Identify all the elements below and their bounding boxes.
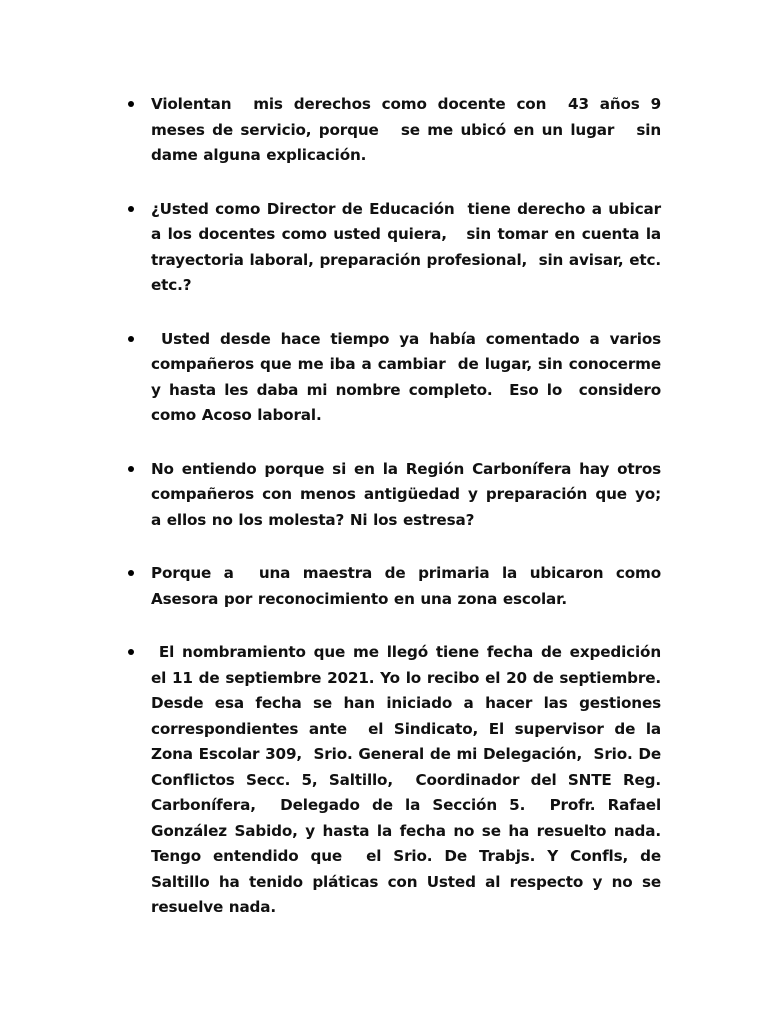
bullet-item-teacher-assignment xyxy=(128,561,667,612)
bullet-item-director-question xyxy=(128,197,667,299)
bullet-point-icon xyxy=(128,336,134,342)
bullet-item-appointment-history xyxy=(128,640,667,921)
bullet-point-icon xyxy=(128,570,134,576)
bullet-point-icon xyxy=(128,649,134,655)
bullet-text: No entiendo porque si en la Región Carbonífera hay otros compañeros con menos antigüedad y preparación que yo; a ellos no los molesta? Ni los estresa? xyxy=(151,459,673,529)
bullet-text: El nombramiento que me llegó tiene fecha de expedición el 11 de septiembre 2021. Yo lo recibo el 20 de septiembre. Desde esa fecha se han iniciado a hacer las gestiones correspondientes ante el Sindicato, El supervisor de la Zona Escolar 309, Srio. General de mi Delegación, Srio. De Conflictos Secc. 5, Saltillo, Coordinador del SNTE Reg. Carbonífera, Delegado de la Sección 5. Profr. Rafael González Sabido, y hasta la fecha no se ha resuelto nada. Tengo entendido que el Srio. De Trabjs. Y Confls, de Saltillo ha tenido pláticas con Usted al respecto y no se resuelve nada. xyxy=(151,643,667,916)
bullet-text: Porque a una maestra de primaria la ubicaron como Asesora por reconocimiento en una zona escolar. xyxy=(151,564,667,608)
bullet-point-icon xyxy=(128,466,134,472)
bullet-point-icon xyxy=(128,101,134,107)
bullet-item-rights-violated xyxy=(128,92,667,169)
bullet-item-workplace-harassment xyxy=(128,327,673,429)
bullet-text: Violentan mis derechos como docente con 43 años 9 meses de servicio, porque se me ubicó en un lugar sin dame alguna explicación. xyxy=(151,95,667,164)
bullet-item-region-comparison xyxy=(128,457,673,534)
bullet-point-icon xyxy=(128,206,134,212)
bullet-text: Usted desde hace tiempo ya había comentado a varios compañeros que me iba a cambiar de lugar, sin conocerme y hasta les daba mi nombre completo. Eso lo considero como Acoso laboral. xyxy=(151,329,673,424)
bullet-list xyxy=(128,92,673,946)
bullet-text: ¿Usted como Director de Educación tiene derecho a ubicar a los docentes como usted quiera, sin tomar en cuenta la trayectoria laboral, preparación profesional, sin avisar, etc. etc.? xyxy=(151,199,667,294)
